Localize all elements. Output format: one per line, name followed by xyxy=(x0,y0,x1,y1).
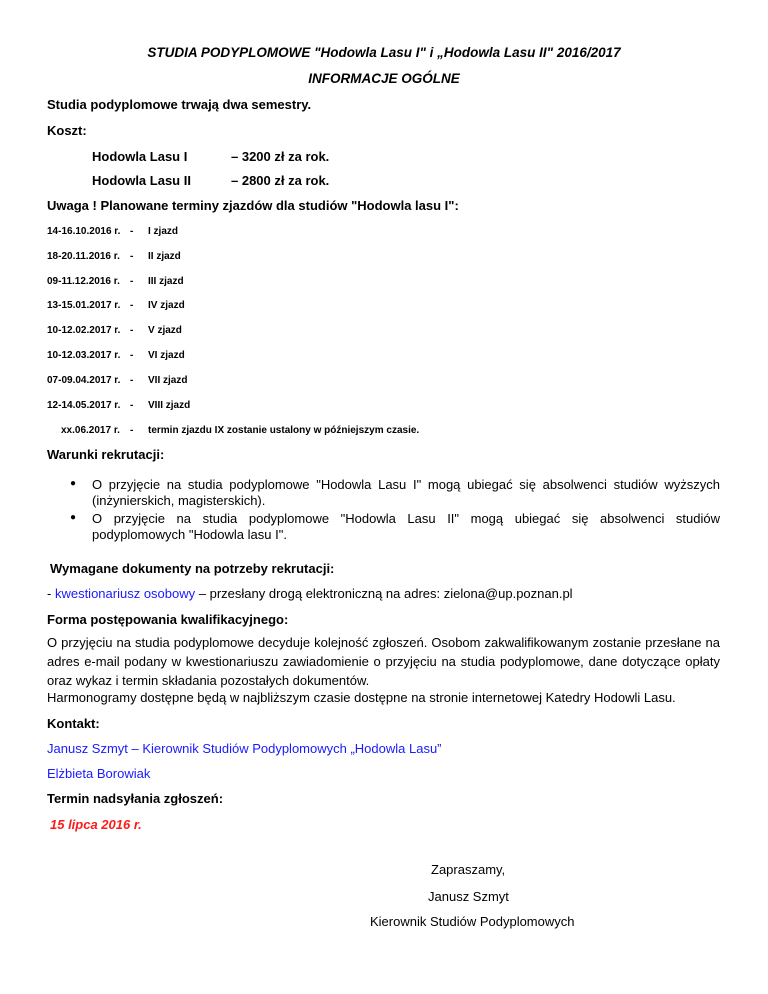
schedule-dash: - xyxy=(130,325,134,336)
recruitment-bullet: O przyjęcie na studia podyplomowe "Hodowla Lasu II" mogą ubiegać się absolwenci studiów podyplomowych "Hodowla lasu I". xyxy=(92,511,720,542)
schedule-label: termin zjazdu IX zostanie ustalony w późniejszym czasie. xyxy=(148,425,420,436)
schedule-label: V zjazd xyxy=(148,325,182,336)
closing-name: Janusz Szmyt xyxy=(428,889,509,904)
intro-text: Studia podyplomowe trwają dwa semestry. xyxy=(47,97,312,112)
documents-prefix: - xyxy=(47,586,55,601)
schedule-label: VIII zjazd xyxy=(148,400,191,411)
schedule-date: 13-15.01.2017 r. xyxy=(47,300,121,311)
document-title: STUDIA PODYPLOMOWE "Hodowla Lasu I" i „Hodowla Lasu II" 2016/2017 xyxy=(147,45,621,60)
contact-person-link[interactable]: Janusz Szmyt – Kierownik Studiów Podyplomowych „Hodowla Lasu” xyxy=(47,741,442,756)
schedule-date: 10-12.03.2017 r. xyxy=(47,350,121,361)
schedule-dash: - xyxy=(130,226,134,237)
cost-item-name: Hodowla Lasu II xyxy=(92,173,191,188)
document-subtitle: INFORMACJE OGÓLNE xyxy=(308,71,460,86)
schedule-label: IV zjazd xyxy=(148,300,185,311)
documents-line xyxy=(47,586,573,601)
schedule-date: 07-09.04.2017 r. xyxy=(47,375,121,386)
schedule-date: xx.06.2017 r. xyxy=(61,425,120,436)
documents-heading: Wymagane dokumenty na potrzeby rekrutacji: xyxy=(50,561,335,576)
schedule-date: 14-16.10.2016 r. xyxy=(47,226,121,237)
schedule-label: I zjazd xyxy=(148,226,179,237)
recruitment-bullet: O przyjęcie na studia podyplomowe "Hodowla Lasu I" mogą ubiegać się absolwenci studiów wyższych (inżynierskich, magisterskich). xyxy=(92,477,720,508)
schedule-label: III zjazd xyxy=(148,276,184,287)
procedure-heading: Forma postępowania kwalifikacyjnego: xyxy=(47,612,289,627)
schedule-heading: Uwaga ! Planowane terminy zjazdów dla studiów "Hodowla lasu I": xyxy=(47,198,459,213)
questionnaire-link[interactable]: kwestionariusz osobowy xyxy=(54,586,196,601)
schedule-date: 12-14.05.2017 r. xyxy=(47,400,121,411)
deadline-date: 15 lipca 2016 r. xyxy=(50,817,142,832)
contact-heading: Kontakt: xyxy=(47,716,100,731)
cost-label: Koszt: xyxy=(47,123,87,138)
contact-person-link[interactable]: Elżbieta Borowiak xyxy=(47,766,151,781)
procedure-text: O przyjęciu na studia podyplomowe decyduje kolejność zgłoszeń. Osobom zakwalifikowanym zostanie przesłane na adres e-mail podany w kwestionariuszu zawiadomienie o przyjęciu na studia podyplomowe, dane dotyczące opłaty oraz wykaz i termin składania pozostałych dokumentów. xyxy=(47,635,720,688)
harmonogram-text: Harmonogramy dostępne będą w najbliższym czasie dostępne na stronie internetowej Katedry Hodowli Lasu. xyxy=(47,690,676,705)
bullet-icon: ● xyxy=(70,478,77,489)
schedule-date: 10-12.02.2017 r. xyxy=(47,325,121,336)
schedule-label: VII zjazd xyxy=(148,375,188,386)
schedule-dash: - xyxy=(130,375,134,386)
schedule-dash: - xyxy=(130,251,134,262)
cost-item-price: – 2800 zł za rok. xyxy=(231,173,330,188)
closing-role: Kierownik Studiów Podyplomowych xyxy=(370,914,575,929)
cost-item-price: – 3200 zł za rok. xyxy=(231,149,330,164)
deadline-heading: Termin nadsyłania zgłoszeń: xyxy=(47,791,224,806)
schedule-label: VI zjazd xyxy=(148,350,185,361)
schedule-dash: - xyxy=(130,300,134,311)
schedule-dash: - xyxy=(130,350,134,361)
schedule-dash: - xyxy=(130,400,134,411)
schedule-date: 18-20.11.2016 r. xyxy=(47,251,120,262)
schedule-dash: - xyxy=(130,276,134,287)
bullet-icon: ● xyxy=(70,512,77,523)
schedule-dash: - xyxy=(130,425,134,436)
cost-item-name: Hodowla Lasu I xyxy=(92,149,188,164)
schedule-label: II zjazd xyxy=(148,251,181,262)
recruitment-heading: Warunki rekrutacji: xyxy=(47,447,165,462)
schedule-date: 09-11.12.2016 r. xyxy=(47,276,120,287)
documents-suffix: – przesłany drogą elektroniczną na adres: zielona@up.poznan.pl xyxy=(195,586,573,601)
closing-greeting: Zapraszamy, xyxy=(431,862,506,877)
